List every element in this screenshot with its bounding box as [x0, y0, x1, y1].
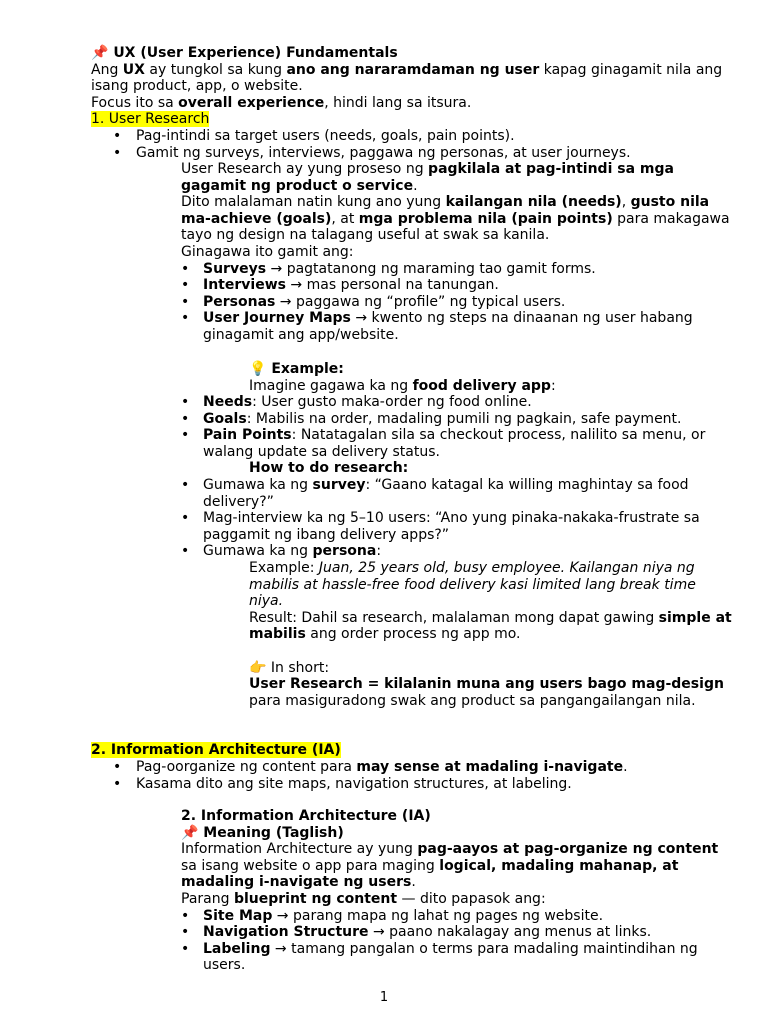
- list-item: • Pain Points: Natatagalan sila sa checkout process, nalilito sa menu, or walang update sa delivery status.: [181, 427, 733, 460]
- section2-bullets: [91, 759, 731, 792]
- in-short-title: 👉 In short:: [249, 659, 330, 676]
- list-item: • Gamit ng surveys, interviews, paggawa ng personas, at user journeys.: [91, 145, 731, 162]
- ia-parts-list: [181, 908, 733, 974]
- methods-intro: Ginagawa ito gamit ang:: [181, 243, 354, 260]
- list-item: • Pag-oorganize ng content para may sense at madaling i-navigate.: [91, 759, 731, 776]
- list-item: • Labeling → tamang pangalan o terms para madaling maintindihan ng users.: [181, 941, 733, 974]
- section1-heading: 1. User Research: [91, 111, 210, 128]
- example-points: [181, 394, 733, 460]
- list-item: • Gumawa ka ng persona:: [181, 543, 733, 560]
- section1-bullets: [91, 128, 731, 161]
- methods-list: [181, 261, 733, 344]
- list-item: • Pag-intindi sa target users (needs, goals, pain points).: [91, 128, 731, 145]
- ia-subtitle: 2. Information Architecture (IA): [181, 808, 431, 824]
- meaning-title: 📌 Meaning (Taglish): [181, 824, 344, 841]
- learn-paragraph: Dito malalaman natin kung ano yung kailangan nila (needs), gusto nila ma-achieve (goals), at mga problema nila (pain points) para makagawa tayo ng design na talagang useful at swak sa kanila.: [181, 194, 730, 244]
- user-research-definition: [181, 161, 733, 344]
- pin-icon: 📌: [91, 45, 109, 61]
- blueprint-paragraph: Parang blueprint ng content — dito papasok ang:: [181, 890, 546, 907]
- result-paragraph: Result: Dahil sa research, malalaman mong dapat gawing simple at mabilis ang order process ng app mo.: [249, 609, 732, 643]
- list-item: • Kasama dito ang site maps, navigation structures, at labeling.: [91, 776, 731, 793]
- pin-icon: 📌: [181, 824, 199, 841]
- in-short-detail: para masiguradong swak ang product sa pangangailangan nila.: [249, 692, 696, 709]
- persona-block: [249, 560, 733, 709]
- list-item: • Site Map → parang mapa ng lahat ng pages ng website.: [181, 908, 733, 925]
- definition-paragraph: User Research ay yung proseso ng pagkilala at pag-intindi sa mga gagamit ng product o service.: [181, 161, 674, 194]
- example-block: [249, 361, 733, 394]
- list-item: • Mag-interview ka ng 5–10 users: “Ano yung pinaka-nakaka-frustrate sa paggamit ng ibang delivery apps?”: [181, 510, 733, 543]
- list-item: • Surveys → pagtatanong ng maraming tao gamit forms.: [181, 261, 733, 278]
- howto-list: [181, 477, 733, 560]
- example-title: 💡 Example:: [249, 361, 344, 377]
- pointing-hand-icon: 👉: [249, 659, 267, 676]
- meaning-paragraph: Information Architecture ay yung pag-aayos at pag-organize ng content sa isang website o app para maging logical, madaling mahanap, at madaling i-navigate ng users.: [181, 841, 719, 891]
- list-item: • Interviews → mas personal na tanungan.: [181, 277, 733, 294]
- page-title: 📌 UX (User Experience) Fundamentals: [91, 45, 398, 61]
- in-short-summary: User Research = kilalanin muna ang users bago mag-design: [249, 676, 724, 693]
- section2-heading: 2. Information Architecture (IA): [91, 742, 341, 758]
- list-item: • Goals: Mabilis na order, madaling pumili ng pagkain, safe payment.: [181, 411, 733, 428]
- intro-block: [91, 45, 731, 128]
- list-item: • Gumawa ka ng survey: “Gaano katagal ka willing maghintay sa food delivery?”: [181, 477, 733, 510]
- persona-example: Example: Juan, 25 years old, busy employee. Kailangan niya ng mabilis at hassle-free food delivery kasi limited lang break time niya.: [249, 560, 696, 610]
- lightbulb-icon: 💡: [249, 361, 267, 377]
- list-item: • Needs: User gusto maka-order ng food online.: [181, 394, 733, 411]
- ia-meaning-block: [181, 808, 733, 974]
- howto-title: How to do research:: [249, 460, 409, 476]
- intro-paragraph-2: Focus ito sa overall experience, hindi lang sa itsura.: [91, 94, 472, 111]
- intro-paragraph-1: Ang UX ay tungkol sa kung ano ang nararamdaman ng user kapag ginagamit nila ang isang product, app, o website.: [91, 61, 723, 95]
- list-item: • Personas → paggawa ng “profile” ng typical users.: [181, 294, 733, 311]
- example-intro: Imagine gagawa ka ng food delivery app:: [249, 377, 556, 394]
- list-item: • Navigation Structure → paano nakalagay ang menus at links.: [181, 924, 733, 941]
- list-item: • User Journey Maps → kwento ng steps na dinaanan ng user habang ginagamit ang app/website.: [181, 310, 733, 343]
- page-number: 1: [379, 990, 389, 1005]
